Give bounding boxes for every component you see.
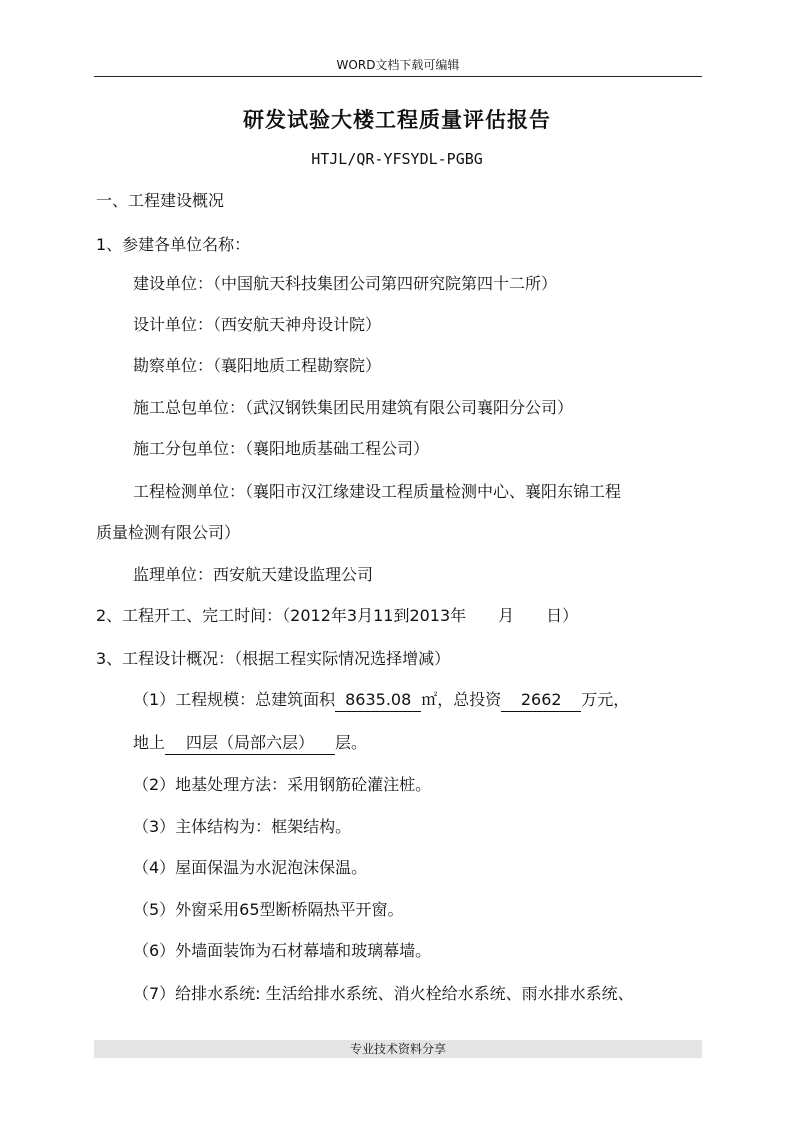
page-header: WORD文档下载可编辑 — [94, 56, 702, 77]
general-contractor: 施工总包单位：（武汉钢铁集团民用建筑有限公司襄阳分公司） — [133, 398, 574, 417]
survey-unit: 勘察单位：（襄阳地质工程勘察院） — [133, 356, 382, 375]
subcontractor: 施工分包单位：（襄阳地质基础工程公司） — [133, 439, 430, 458]
project-scale-line — [133, 689, 629, 712]
floors-prefix: 地上 — [133, 733, 166, 752]
testing-unit: 工程检测单位：（襄阳市汉江缘建设工程质量检测中心、襄阳东锦工程 — [133, 482, 622, 501]
document-code: HTJL/QR-YFSYDL-PGBG — [311, 150, 483, 168]
design-overview-heading: 3、工程设计概况：（根据工程实际情况选择增减） — [96, 649, 451, 668]
foundation-item: （2）地基处理方法：采用钢筋砼灌注桩。 — [133, 775, 432, 794]
floors-suffix: 层。 — [335, 733, 368, 752]
owner-unit: 建设单位：（中国航天科技集团公司第四研究院第四十二所） — [133, 274, 558, 293]
design-unit: 设计单位：（西安航天神舟设计院） — [133, 315, 382, 334]
supervision-unit: 监理单位：西安航天建设监理公司 — [133, 565, 374, 584]
floors-value: 四层（局部六层） — [165, 732, 335, 755]
page-footer: 专业技术资料分享 — [94, 1040, 702, 1058]
investment-value: 2662 — [501, 689, 581, 712]
window-item: （5）外窗采用65型断桥隔热平开窗。 — [133, 900, 404, 919]
area-value: 8635.08 — [335, 689, 421, 712]
floors-line — [133, 732, 367, 755]
scale-prefix: （1）工程规模：总建筑面积 — [133, 690, 336, 709]
document-title: 研发试验大楼工程质量评估报告 — [243, 107, 551, 132]
section-heading: 一、工程建设概况 — [96, 191, 225, 210]
investment-unit: 万元， — [581, 690, 630, 709]
area-unit: ㎡，总投资 — [421, 690, 502, 709]
structure-item: （3）主体结构为：框架结构。 — [133, 817, 352, 836]
roof-item: （4）屋面保温为水泥泡沫保温。 — [133, 858, 368, 877]
plumbing-item: （7）给排水系统: 生活给排水系统、消火栓给水系统、雨水排水系统、 — [133, 984, 634, 1003]
facade-item: （6）外墙面装饰为石材幕墙和玻璃幕墙。 — [133, 941, 432, 960]
construction-period: 2、工程开工、完工时间：（2012年3月11到2013年 月 日） — [96, 606, 579, 625]
subsection-heading: 1、参建各单位名称： — [96, 235, 251, 254]
testing-unit-cont: 质量检测有限公司） — [96, 523, 241, 542]
